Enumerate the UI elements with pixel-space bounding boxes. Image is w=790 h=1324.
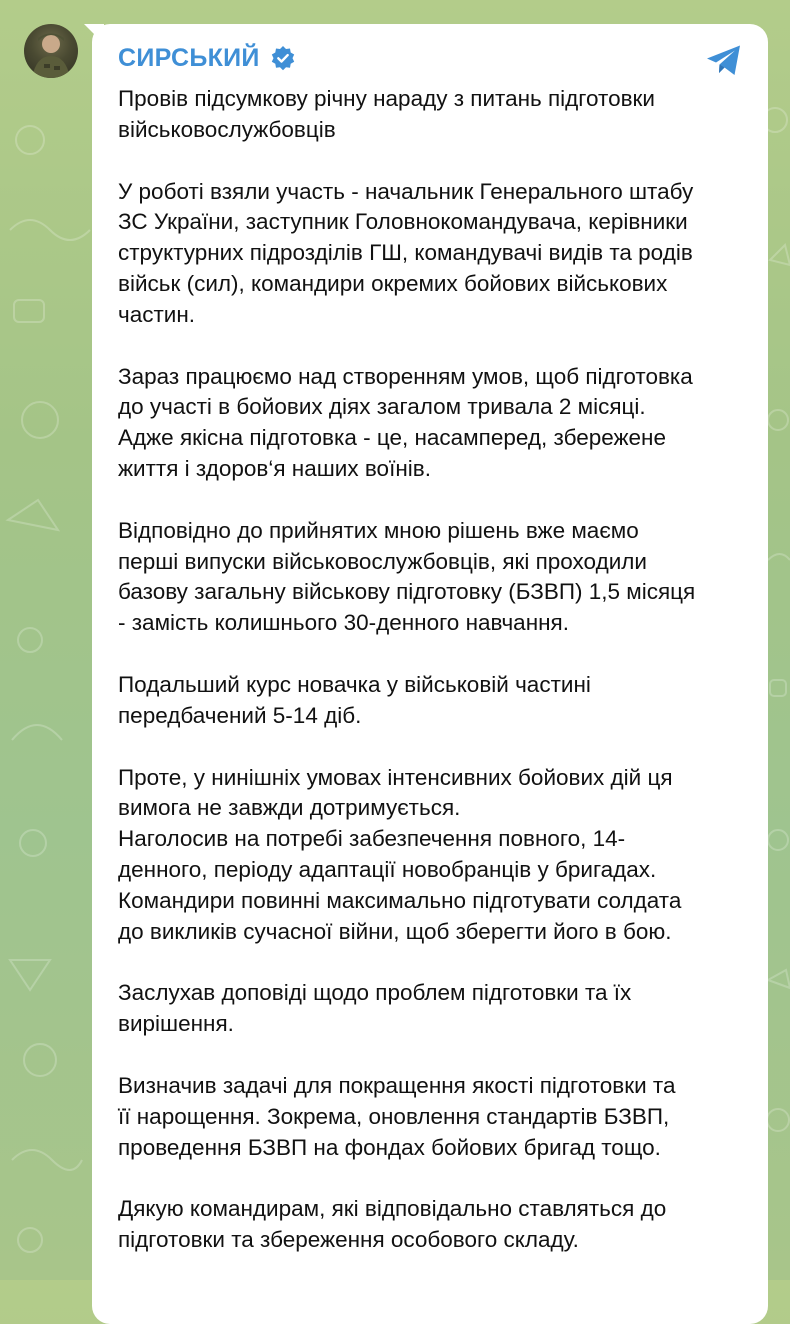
- channel-avatar[interactable]: [24, 24, 78, 78]
- avatar-portrait-icon: [24, 24, 78, 78]
- message-bubble: [92, 24, 768, 1324]
- post-paragraph-9: Дякую командирам, які відповідально ставляться до підготовки та збереження особового складу.: [118, 1196, 667, 1253]
- post-paragraph-5: Подальший курс новачка у військовій частині передбачений 5-14 діб.: [118, 671, 591, 728]
- post-paragraph-1: Провів підсумкову річну нараду з питань підготовки військовослужбовців: [118, 86, 655, 142]
- post-paragraph-8: Визначив задачі для покращення якості підготовки та її нарощення. Зокрема, оновлення стандартів БЗВП, проведення БЗВП на фондах бойових бригад тощо.: [118, 1072, 676, 1160]
- post-paragraph-3: Зараз працюємо над створенням умов, щоб підготовка до участі в бойових діях загалом тривала 2 місяці. Адже якісна підготовка - це, насамперед, збережене життя і здоров‘я наших воїнів.: [118, 363, 693, 481]
- post-paragraph-4: Відповідно до прийнятих мною рішень вже маємо перші випуски військовослужбовців, які проходили базову загальну військову підготовку (БЗВП) 1,5 місяця - замість колишнього 30-денного навчання.: [118, 517, 696, 636]
- post-paragraph-7: Заслухав доповіді щодо проблем підготовки та їх вирішення.: [118, 980, 632, 1037]
- message-header: [118, 38, 742, 78]
- channel-name[interactable]: СИРСЬКИЙ: [118, 43, 260, 72]
- post-paragraph-2: У роботі взяли участь - начальник Генерального штабу ЗС України, заступник Головнокомандувача, керівники структурних підрозділів ГШ, командувачі видів та родів військ (сил), командири окремих бойових військових частин.: [118, 178, 694, 327]
- verified-badge-icon: [270, 45, 296, 71]
- telegram-logo-icon[interactable]: [704, 40, 744, 80]
- post-text: [118, 84, 742, 1256]
- post-paragraph-6: Проте, у нинішніх умовах інтенсивних бойових дій ця вимога не завжди дотримується. Наголосив на потребі забезпечення повного, 14- денного, періоду адаптації новобранців у бригадах. Командири повинні максимально підготувати солдата до викликів сучасної війни, щоб зберегти його в бою.: [118, 764, 682, 944]
